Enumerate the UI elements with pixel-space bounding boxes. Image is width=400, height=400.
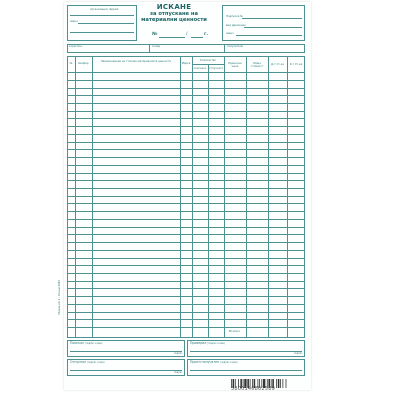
table-row: [67, 250, 305, 251]
sig-requested-hint: (подпис и име): [85, 342, 103, 345]
table-row: [67, 180, 305, 181]
table-row: [67, 273, 305, 274]
barcode-bar: [286, 379, 287, 388]
table-row: [67, 219, 305, 220]
form-subtitle-2: материални ценности: [141, 17, 207, 23]
table-row: [67, 281, 305, 282]
sig-line-3: [70, 370, 182, 371]
table-row: [67, 319, 305, 320]
barcode-bar: [278, 379, 280, 388]
th-qty-requested: поискано: [193, 67, 207, 70]
form-title-block: [139, 3, 209, 23]
table-row: [67, 312, 305, 313]
barcode-bar: [276, 379, 277, 388]
table-row: [67, 304, 305, 305]
info-row: [67, 44, 305, 53]
form-subtitle-1: за отпускане на: [150, 11, 198, 17]
sign-word-2: подпис: [294, 352, 303, 355]
table-row: [67, 296, 305, 297]
barcode-bar: [282, 379, 283, 388]
sig-checked-hint: (подпис и име): [207, 342, 225, 345]
table-row: [67, 149, 305, 150]
info-div-2: [224, 44, 225, 53]
table-row: [67, 234, 305, 235]
sig-requested-label: Поискал: [70, 341, 85, 345]
company-label: организация, фирма: [90, 8, 119, 11]
field-correspondent: кореспон.: [69, 45, 83, 48]
sender-line: [78, 23, 134, 24]
table-row: [67, 80, 305, 81]
table-row: [67, 188, 305, 189]
table-row: [67, 126, 305, 127]
th-credit: К-т Ст-ка: [289, 63, 303, 66]
total-label: Всичко: [229, 329, 241, 333]
sig-received: [190, 361, 237, 364]
th-debit: Д-т Ст-ка: [271, 63, 284, 66]
sender-label: звено: [70, 20, 78, 23]
table-row: [67, 211, 305, 212]
table-row: [67, 242, 305, 243]
sig-issued: [70, 361, 104, 364]
table-row: [67, 88, 305, 89]
number-line: [159, 37, 185, 38]
table-row: [67, 258, 305, 259]
th-total-value: Обща стойност: [250, 62, 264, 68]
year-suffix: г.: [204, 32, 209, 37]
extra-line: [70, 32, 134, 33]
sig-received-hint: (подпис и име): [220, 361, 238, 364]
table-row: [67, 288, 305, 289]
sig-checked-label: Проверил: [190, 341, 207, 345]
date-line: [191, 37, 203, 38]
th-qty-issued: отпуснато: [208, 67, 224, 70]
form-title: ИСКАНЕ: [156, 3, 192, 11]
movement-label: вид движение: [226, 24, 246, 27]
issuer-line: [242, 18, 302, 19]
side-form-code: Образец № 9 – Искане 2009: [58, 280, 61, 315]
table-row: [67, 103, 305, 104]
sig-line-1: [70, 351, 182, 352]
table-row: [67, 95, 305, 96]
th-unit: Мярка: [181, 62, 191, 65]
table-row: [67, 142, 305, 143]
table-row: [67, 203, 305, 204]
th-number: №: [69, 62, 73, 65]
table-row: [67, 265, 305, 266]
th-code: Шифър: [78, 62, 89, 65]
sign-word-3: подпис: [174, 371, 183, 374]
table-row: [67, 196, 305, 197]
company-line: [70, 15, 134, 16]
number-label: №: [152, 32, 158, 37]
table-row: [67, 227, 305, 228]
th-name: Наименование на стоково-материалните ценности: [100, 60, 172, 63]
info-div-1: [149, 44, 150, 53]
field-recipients: получатели: [227, 45, 244, 48]
sig-received-label: Приел получател: [190, 360, 220, 364]
barcode-number: 3800146802589: [231, 386, 275, 392]
table-row: [67, 173, 305, 174]
table-row: [67, 118, 305, 119]
sig-checked: [190, 342, 225, 345]
table-header-bottom: [67, 72, 305, 73]
sig-requested: [70, 342, 102, 345]
movement-line: [244, 27, 302, 28]
table-row: [67, 327, 305, 328]
sig-line-2: [190, 351, 302, 352]
receiver-line: [236, 35, 302, 36]
table-row: [67, 134, 305, 135]
sig-issued-hint: (подпис и име): [87, 361, 105, 364]
th-qty: Количество: [200, 59, 216, 62]
table-row: [67, 111, 305, 112]
field-warehouse: склад: [152, 45, 161, 48]
receiver-label: звено: [226, 32, 234, 35]
barcode-bar: [280, 379, 281, 388]
issuer-label: Подписка №: [226, 15, 243, 18]
table-row: [67, 165, 305, 166]
th-unit-price: Единична цена: [228, 62, 242, 68]
slash: /: [186, 32, 188, 37]
sig-line-4: [190, 370, 302, 371]
sig-issued-label: Отпуснал: [70, 360, 87, 364]
sign-word-1: подпис: [174, 352, 183, 355]
table-row: [67, 157, 305, 158]
